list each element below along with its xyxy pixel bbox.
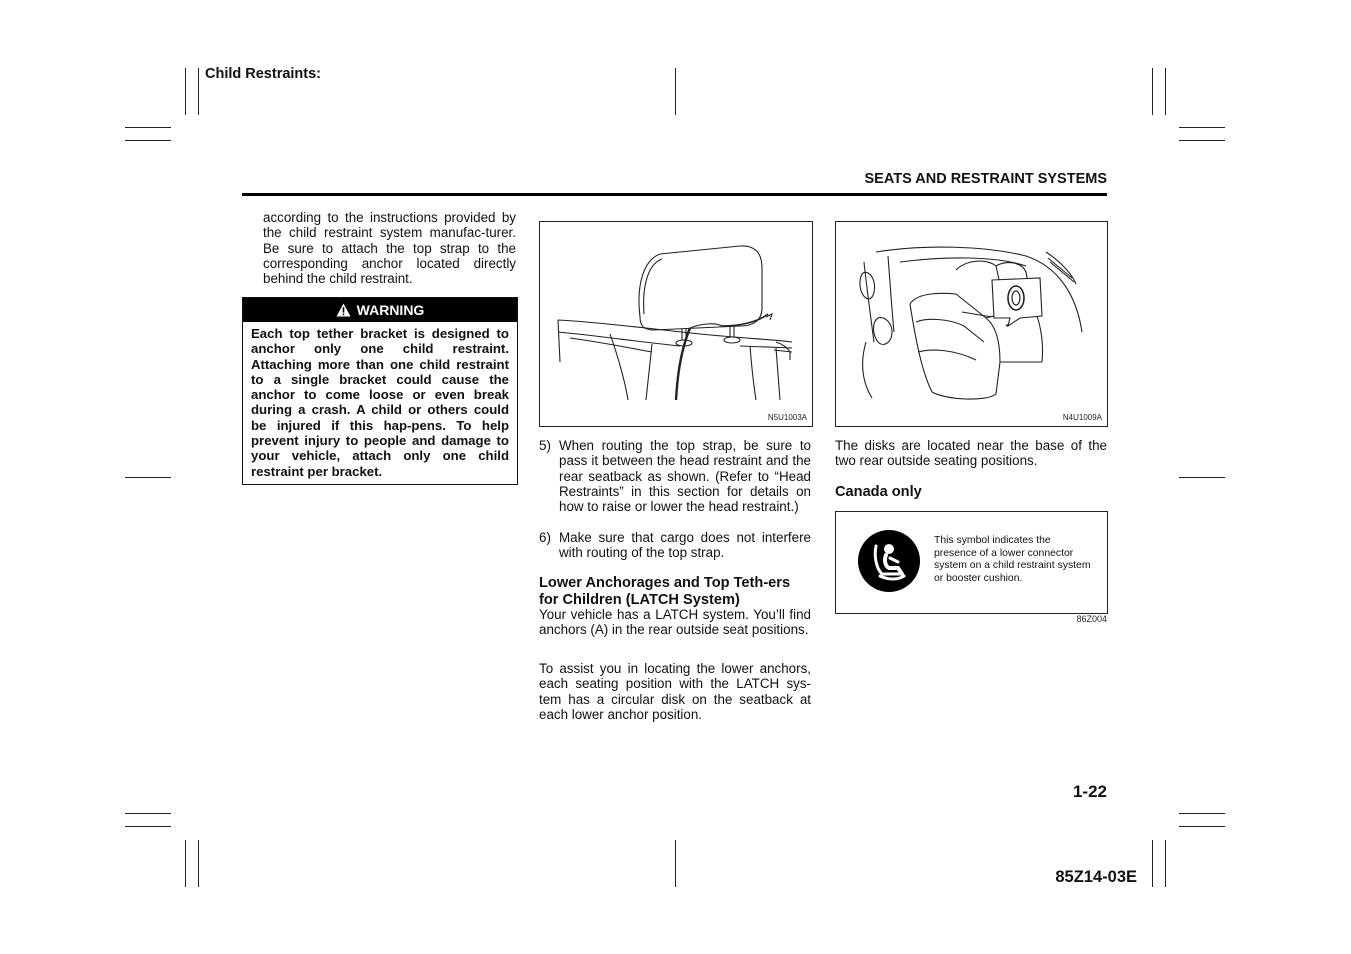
child-seat-symbol-icon bbox=[858, 530, 920, 597]
intro-paragraph: according to the instructions provided by the child restraint system manufac-turer. Be sure to attach the top strap to the corresponding anchor located directly behind the child restraint. bbox=[263, 210, 516, 287]
warning-box bbox=[242, 297, 518, 485]
top-strap-illustration bbox=[540, 222, 812, 426]
warning-title: WARNING bbox=[356, 302, 425, 318]
canada-heading: Canada only bbox=[835, 484, 922, 500]
symbol-code: 86Z004 bbox=[1076, 614, 1107, 624]
step-number: 6) bbox=[539, 530, 551, 545]
warning-triangle-icon bbox=[336, 300, 351, 324]
symbol-box bbox=[835, 511, 1108, 614]
latch-heading: Lower Anchorages and Top Teth-ers for Children (LATCH System) bbox=[539, 575, 791, 608]
document-code: 85Z14-03E bbox=[1055, 868, 1137, 886]
latch-paragraph-1: Your vehicle has a LATCH system. You’ll find anchors (A) in the rear outside seat positions. bbox=[539, 607, 811, 638]
step-text: Make sure that cargo does not interfere with routing of the top strap. bbox=[559, 530, 811, 561]
latch-paragraph-2: To assist you in locating the lower anchors, each seating position with the LATCH sys-tem has a circular disk on the seatback at each lower anchor position. bbox=[539, 661, 811, 722]
section-label: Child Restraints: bbox=[205, 66, 322, 82]
figure-top-strap bbox=[539, 221, 813, 427]
rear-seat-disk-illustration bbox=[836, 222, 1107, 426]
symbol-description: This symbol indicates the presence of a lower connector system on a child restraint system or booster cushion. bbox=[934, 535, 1091, 584]
figure-rear-seat bbox=[835, 221, 1108, 427]
step-text: When routing the top strap, be sure to pass it between the head restraint and the rear seatback as shown. (Refer to “Head Restraints” in this section for details on how to raise or lower the head restraint.) bbox=[559, 438, 811, 515]
figure-code: N4U1009A bbox=[1062, 413, 1102, 422]
step-number: 5) bbox=[539, 438, 551, 453]
warning-header bbox=[243, 298, 517, 322]
chapter-title: SEATS AND RESTRAINT SYSTEMS bbox=[864, 171, 1107, 187]
page-number: 1-22 bbox=[1072, 782, 1107, 801]
list-item bbox=[539, 530, 811, 562]
figure-code: N5U1003A bbox=[767, 413, 807, 422]
warning-body: Each top tether bracket is designed to anchor only one child restraint. Attaching more than one child restraint to a single bracket could cause the anchor to come loose or even break during a crash. A child or others could be injured if this hap-pens. To help prevent injury to people and damage to your vehicle, attach only one child restraint per bracket. bbox=[251, 326, 509, 479]
list-item bbox=[539, 438, 811, 530]
header-rule bbox=[242, 193, 1107, 196]
disks-paragraph: The disks are located near the base of the two rear outside seating positions. bbox=[835, 438, 1107, 469]
